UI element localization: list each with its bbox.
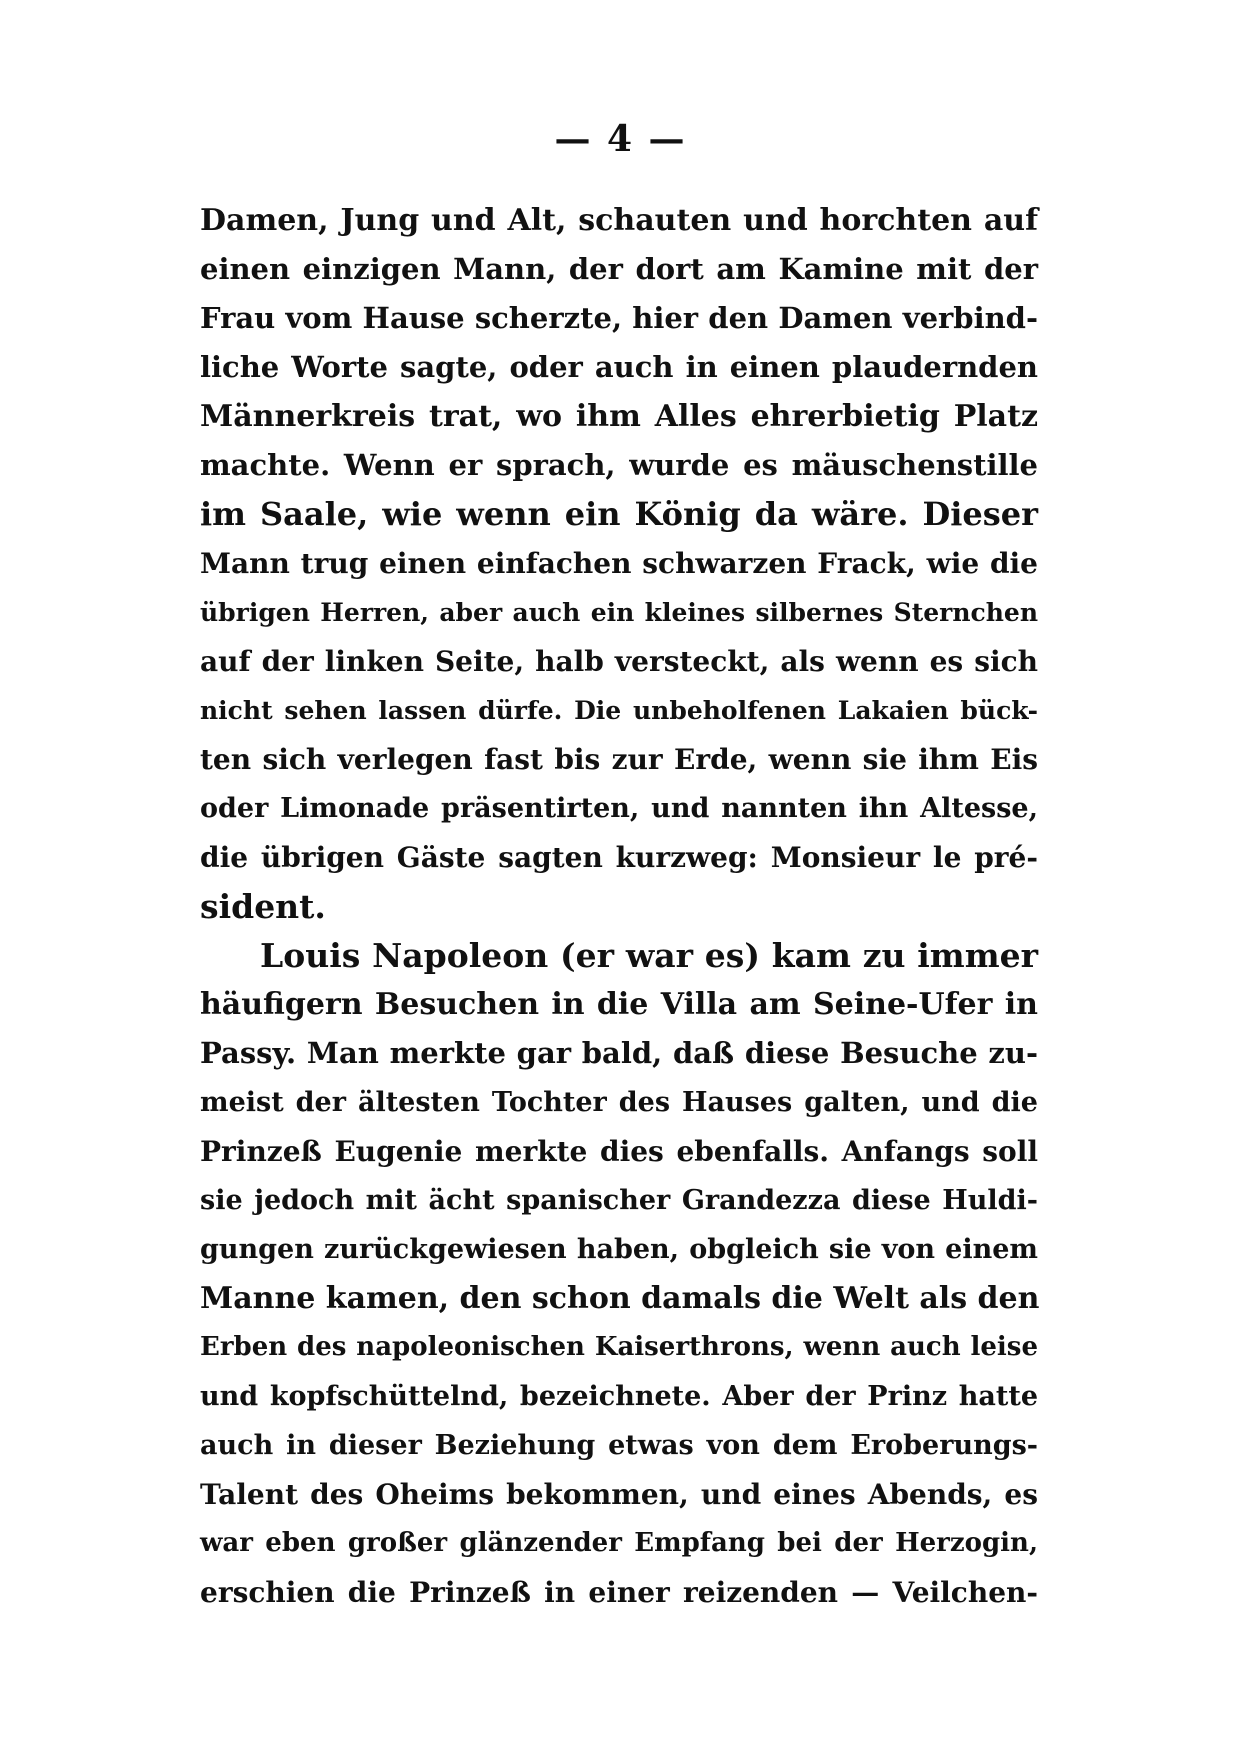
text-line: Passy. Man merkte gar bald, daß diese Besuche zu- (200, 1036, 1038, 1070)
text-line: auf der linken Seite, halb versteckt, als wenn es sich (200, 645, 1038, 678)
text-line: Damen, Jung und Alt, schauten und horchten auf (200, 203, 1038, 238)
text-line: im Saale, wie wenn ein König da wäre. Dieser (200, 495, 1038, 533)
text-line: liche Worte sagte, oder auch in einen plaudernden (200, 350, 1038, 384)
text-line: machte. Wenn er sprach, wurde es mäuschenstille (200, 448, 1038, 482)
text-line: Männerkreis trat, wo ihm Alles ehrerbietig Platz (200, 399, 1038, 434)
text-line: auch in dieser Beziehung etwas von dem Eroberungs- (200, 1430, 1038, 1461)
page-number: — 4 — (554, 118, 687, 160)
text-line: erschien die Prinzeß in einer reizenden — Veilchen- (200, 1576, 1038, 1609)
text-line: oder Limonade präsentirten, und nannten ihn Altesse, (200, 793, 1038, 824)
text-line: und kopfschüttelnd, bezeichnete. Aber der Prinz hatte (200, 1381, 1038, 1412)
text-line: übrigen Herren, aber auch ein kleines silbernes Sternchen (200, 598, 1038, 627)
text-line: die übrigen Gäste sagten kurzweg: Monsieur le pré- (200, 841, 1038, 874)
text-line: Prinzeß Eugenie merkte dies ebenfalls. Anfangs soll (200, 1135, 1038, 1168)
text-line: Louis Napoleon (er war es) kam zu immer (260, 936, 1038, 975)
text-line: sident. (200, 887, 326, 926)
text-line: ten sich verlegen fast bis zur Erde, wenn sie ihm Eis (200, 743, 1038, 776)
text-line: Erben des napoleonischen Kaiserthrons, wenn auch leise (200, 1332, 1038, 1362)
text-line: gungen zurückgewiesen haben, obgleich sie von einem (200, 1234, 1038, 1265)
text-line: häufigern Besuchen in die Villa am Seine-Ufer in (200, 987, 1038, 1022)
paragraph-2 (200, 931, 1038, 1617)
text-line: sie jedoch mit ächt spanischer Grandezza diese Huldi- (200, 1185, 1038, 1216)
text-line: meist der ältesten Tochter des Hauses galten, und die (200, 1087, 1038, 1118)
body-text (200, 196, 1038, 1617)
text-line: Manne kamen, den schon damals die Welt als den (200, 1281, 1040, 1316)
text-line: Frau vom Hause scherzte, hier den Damen verbind- (200, 301, 1038, 335)
text-line: Mann trug einen einfachen schwarzen Frack, wie die (200, 547, 1038, 580)
text-line: nicht sehen lassen dürfe. Die unbeholfenen Lakaien bück- (200, 696, 1038, 725)
text-line: einen einzigen Mann, der dort am Kamine mit der (200, 252, 1038, 286)
text-line: war eben großer glänzender Empfang bei der Herzogin, (200, 1528, 1038, 1558)
text-line: Talent des Oheims bekommen, und eines Abends, es (200, 1478, 1038, 1511)
paragraph-1 (200, 196, 1038, 931)
